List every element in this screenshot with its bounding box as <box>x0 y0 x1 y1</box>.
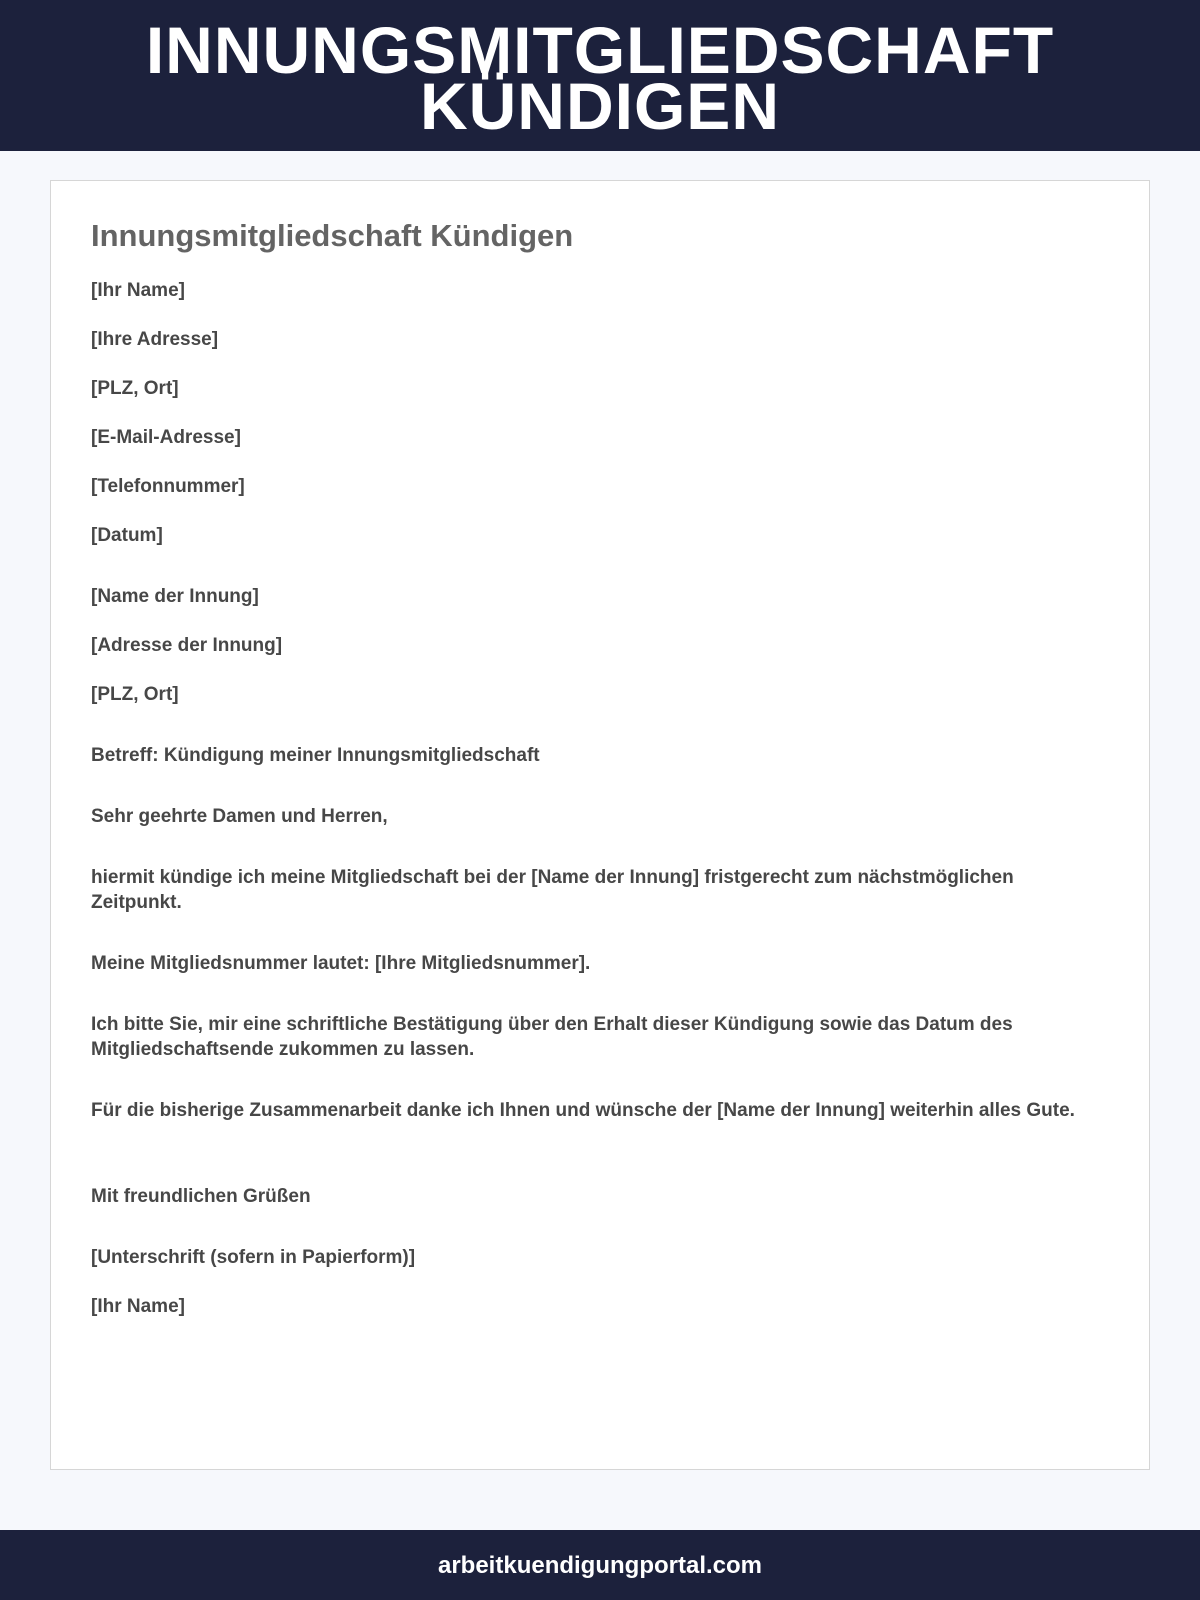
sender-email: [E-Mail-Adresse] <box>91 427 241 448</box>
page-title: INNUNGSMITGLIEDSCHAFT KÜNDIGEN <box>145 13 1055 143</box>
letter-paragraph: Ich bitte Sie, mir eine schriftliche Bestätigung über den Erhalt dieser Kündigung sowie das Datum des Mitgliedschaftsende zukommen zu lassen. <box>91 1014 1013 1060</box>
letter-closing: Mit freundlichen Grüßen <box>91 1186 311 1207</box>
sender-name: [Ihr Name] <box>91 280 185 301</box>
footer-banner <box>0 1530 1200 1600</box>
signer-name: [Ihr Name] <box>91 1296 185 1317</box>
letter-paragraph: hiermit kündige ich meine Mitgliedschaft bei der [Name der Innung] fristgerecht zum nächstmöglichen Zeitpunkt. <box>91 867 1014 913</box>
letter-subject: Betreff: Kündigung meiner Innungsmitgliedschaft <box>91 745 540 766</box>
recipient-address: [Adresse der Innung] <box>91 635 283 656</box>
sender-postal-city: [PLZ, Ort] <box>91 378 179 399</box>
letter-paragraph: Meine Mitgliedsnummer lautet: [Ihre Mitgliedsnummer]. <box>91 953 591 974</box>
sender-address: [Ihre Adresse] <box>91 329 219 350</box>
sender-phone: [Telefonnummer] <box>91 476 245 497</box>
recipient-postal-city: [PLZ, Ort] <box>91 684 179 705</box>
letter-date: [Datum] <box>91 525 163 546</box>
header-banner <box>0 0 1200 151</box>
letter-heading: Innungsmitgliedschaft Kündigen <box>91 218 574 253</box>
letter-paragraph: Für die bisherige Zusammenarbeit danke ich Ihnen und wünsche der [Name der Innung] weiterhin alles Gute. <box>91 1100 1075 1121</box>
letter-signature: [Unterschrift (sofern in Papierform)] <box>91 1247 416 1268</box>
footer-site-name: arbeitkuendigungportal.com <box>437 1552 763 1579</box>
letter-salutation: Sehr geehrte Damen und Herren, <box>91 806 388 827</box>
recipient-name: [Name der Innung] <box>91 586 259 607</box>
letter-card <box>50 180 1150 1470</box>
